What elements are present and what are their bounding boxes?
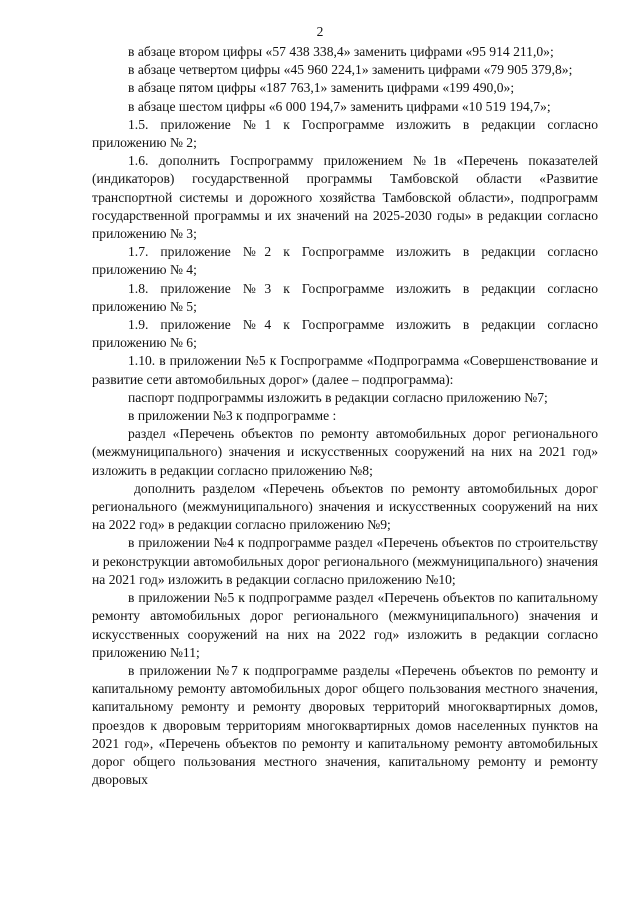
paragraph-10: 1.10. в приложении №5 к Госпрограмме «Подпрограмма «Совершенствование и развитие сети автомобильных дорог» (далее – подпрограмма): [92,353,598,387]
document-body [92,43,598,789]
paragraph-15: в приложении №4 к подпрограмме раздел «Перечень объектов по строительству и реконструкции автомобильных дорог регионального (межмуниципального) значения на 2021 год» изложить в редакции согласно приложению №10; [92,535,598,587]
paragraph-4: в абзаце шестом цифры «6 000 194,7» заменить цифрами «10 519 194,7»; [128,98,551,114]
paragraph-3: в абзаце пятом цифры «187 763,1» заменить цифрами «199 490,0»; [128,80,515,96]
paragraph-9: 1.9. приложение №4 к Госпрограмме изложить в редакции согласно приложению № 6; [92,317,598,351]
page-number: 2 [316,24,324,39]
paragraph-16: в приложении №5 к подпрограмме раздел «Перечень объектов по капитальному ремонту автомобильных дорог регионального (межмуниципального) значения и искусственных сооружений на них на 2022 год» изложить в редакции согласно приложению №11; [92,590,598,660]
paragraph-6: 1.6. дополнить Госпрограмму приложением №1в «Перечень показателей (индикаторов) государственной программы Тамбовской области «Развитие транспортной системы и дорожного хозяйства Тамбовской области», подпрограмм государственной программы и их значений на 2025-2030 годы» в редакции согласно приложению № 3; [92,153,598,242]
paragraph-2: в абзаце четвертом цифры «45 960 224,1» заменить цифрами «79 905 379,8»; [128,62,573,78]
paragraph-8: 1.8. приложение №3 к Госпрограмме изложить в редакции согласно приложению № 5; [92,280,598,314]
paragraph-7: 1.7. приложение №2 к Госпрограмме изложить в редакции согласно приложению № 4; [92,244,598,278]
paragraph-12: в приложении №3 к подпрограмме : [128,408,337,424]
paragraph-14: дополнить разделом «Перечень объектов по ремонту автомобильных дорог регионального (межмуниципального) значения и искусственных сооружений на них на 2022 год» в редакции согласно приложению №9; [92,480,598,533]
paragraph-17: в приложении №7 к подпрограмме разделы «Перечень объектов по ремонту и капитальному ремонту автомобильных дорог общего пользования местного значения, капитальному ремонту и ремонту дворовых территорий многоквартирных домов, проездов к дворовым территориям многоквартирных домов населенных пунктов на 2021 год», «Перечень объектов по ремонту и капитальному ремонту автомобильных дорог общего пользования местного значения, капитальному ремонту и ремонту дворовых [92,662,598,788]
paragraph-1: в абзаце втором цифры «57 438 338,4» заменить цифрами «95 914 211,0»; [128,44,554,59]
paragraph-5: 1.5. приложение №1 к Госпрограмме изложить в редакции согласно приложению № 2; [92,116,598,151]
paragraph-13: раздел «Перечень объектов по ремонту автомобильных дорог регионального (межмуниципального) значения и искусственных сооружений на них на 2021 год» изложить в редакции согласно приложению №8; [92,426,598,478]
paragraph-11: паспорт подпрограммы изложить в редакции согласно приложению №7; [128,389,548,405]
